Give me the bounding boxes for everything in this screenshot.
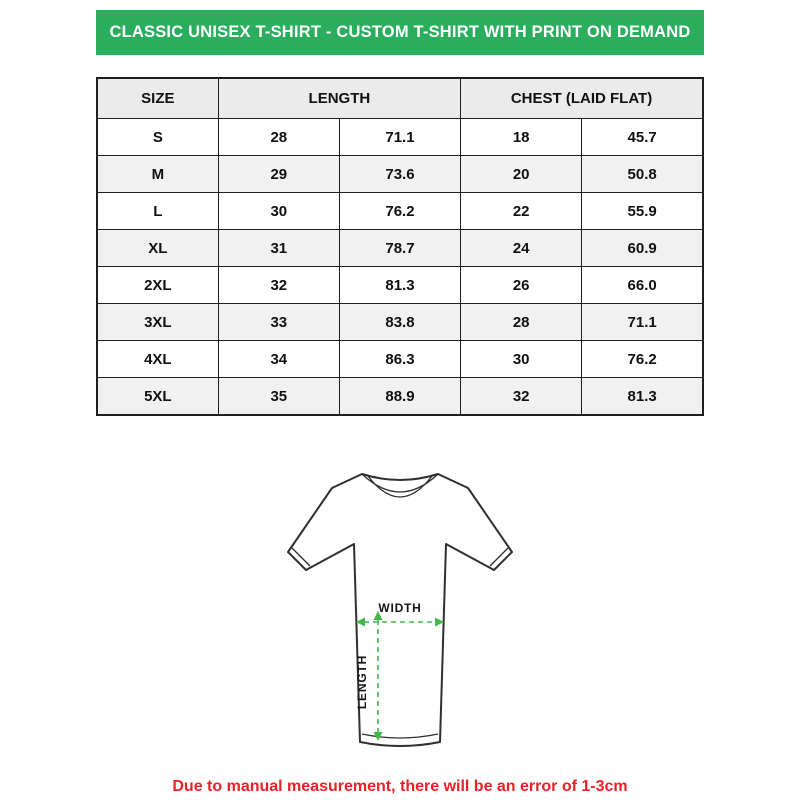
measurement-cell: 24 xyxy=(461,230,582,267)
measurement-cell: 31 xyxy=(218,230,339,267)
measurement-cell: 55.9 xyxy=(582,193,703,230)
measurement-cell: 28 xyxy=(218,119,339,156)
measurement-cell: 30 xyxy=(218,193,339,230)
measurement-cell: 66.0 xyxy=(582,267,703,304)
table-row xyxy=(97,304,703,341)
measurement-cell: 83.8 xyxy=(339,304,460,341)
size-cell: L xyxy=(97,193,218,230)
measurement-cell: 18 xyxy=(461,119,582,156)
size-cell: M xyxy=(97,156,218,193)
measurement-cell: 45.7 xyxy=(582,119,703,156)
tshirt-diagram xyxy=(240,452,560,764)
size-cell: 4XL xyxy=(97,341,218,378)
measurement-cell: 81.3 xyxy=(339,267,460,304)
measurement-cell: 26 xyxy=(461,267,582,304)
measurement-cell: 32 xyxy=(218,267,339,304)
measurement-cell: 78.7 xyxy=(339,230,460,267)
size-chart-header xyxy=(97,78,703,119)
table-row xyxy=(97,193,703,230)
page-title: CLASSIC UNISEX T-SHIRT - CUSTOM T-SHIRT WITH PRINT ON DEMAND xyxy=(109,23,691,41)
measurement-cell: 34 xyxy=(218,341,339,378)
size-chart-table xyxy=(96,77,704,416)
measurement-cell: 22 xyxy=(461,193,582,230)
measurement-cell: 32 xyxy=(461,378,582,416)
measurement-cell: 28 xyxy=(461,304,582,341)
measurement-cell: 60.9 xyxy=(582,230,703,267)
table-row xyxy=(97,119,703,156)
measurement-cell: 29 xyxy=(218,156,339,193)
measurement-cell: 81.3 xyxy=(582,378,703,416)
measurement-cell: 71.1 xyxy=(339,119,460,156)
measurement-cell: 20 xyxy=(461,156,582,193)
measurement-cell: 35 xyxy=(218,378,339,416)
column-header-chest: CHEST (LAID FLAT) xyxy=(461,78,703,119)
tshirt-measurement-graphic xyxy=(250,452,550,764)
size-cell: 5XL xyxy=(97,378,218,416)
measurement-cell: 50.8 xyxy=(582,156,703,193)
size-chart-body xyxy=(97,119,703,416)
measurement-cell: 33 xyxy=(218,304,339,341)
header-row xyxy=(97,78,703,119)
measurement-cell: 76.2 xyxy=(339,193,460,230)
size-cell: 2XL xyxy=(97,267,218,304)
table-row xyxy=(97,341,703,378)
size-cell: S xyxy=(97,119,218,156)
length-label: LENGTH xyxy=(355,654,369,710)
table-row xyxy=(97,378,703,416)
table-row xyxy=(97,156,703,193)
table-row xyxy=(97,230,703,267)
measurement-cell: 71.1 xyxy=(582,304,703,341)
column-header-size: SIZE xyxy=(97,78,218,119)
size-cell: XL xyxy=(97,230,218,267)
measurement-cell: 30 xyxy=(461,341,582,378)
measurement-cell: 76.2 xyxy=(582,341,703,378)
measurement-cell: 86.3 xyxy=(339,341,460,378)
measurement-cell: 73.6 xyxy=(339,156,460,193)
measurement-note: Due to manual measurement, there will be an error of 1-3cm xyxy=(172,778,628,795)
column-header-length: LENGTH xyxy=(218,78,460,119)
width-label: WIDTH xyxy=(378,601,422,615)
title-banner xyxy=(96,10,704,55)
table-row xyxy=(97,267,703,304)
size-cell: 3XL xyxy=(97,304,218,341)
measurement-cell: 88.9 xyxy=(339,378,460,416)
